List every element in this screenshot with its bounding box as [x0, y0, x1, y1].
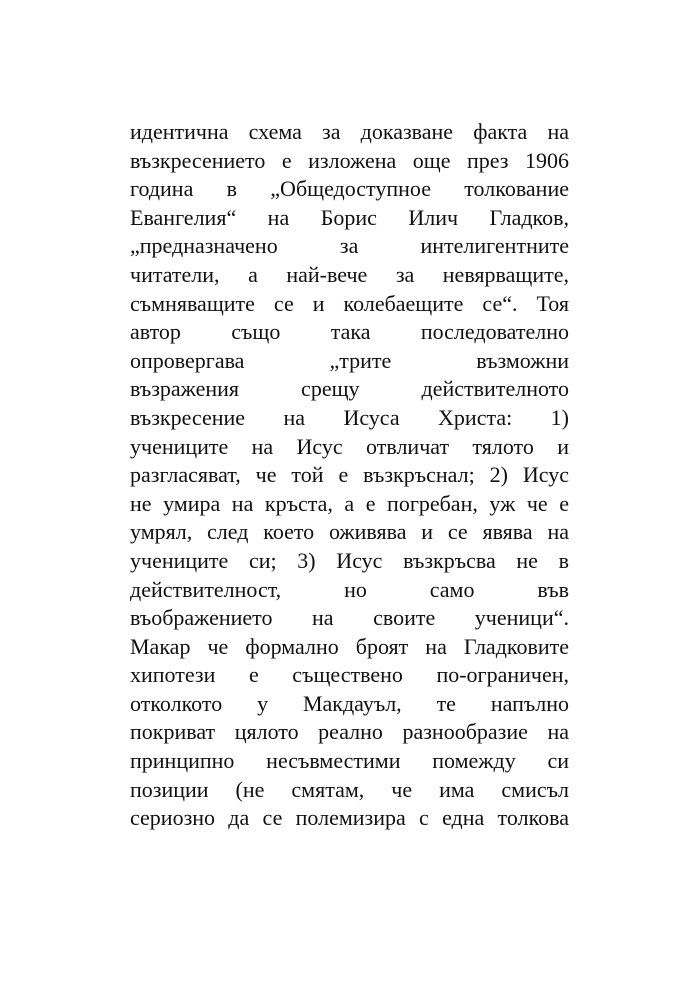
text-line: опровергава „трите възможни [130, 347, 569, 373]
text-line: Евангелия“ на Борис Илич Гладков, [130, 204, 569, 230]
text-line: читатели, а най-вече за невярващите, [130, 261, 569, 287]
text-line: позиции (не смятам, че има смисъл [130, 776, 569, 802]
text-line: умрял, след което оживява и се явява на [130, 519, 569, 545]
text-line: Макар че формално броят на Гладковите [130, 633, 569, 659]
text-line: възкресението е изложена още през 1906 [130, 147, 569, 173]
text-line: покриват цялото реално разнообразие на [130, 719, 569, 745]
text-line: възкресение на Исуса Христа: 1) [130, 404, 569, 430]
text-line: принципно несъвместими помежду си [130, 748, 569, 774]
text-line: „предназначено за интелигентните [130, 233, 569, 259]
text-line: учениците на Исус отвличат тялото и [130, 433, 569, 459]
text-line: не умира на кръста, а е погребан, уж че е [130, 490, 569, 516]
text-line: възражения срещу действителното [130, 376, 569, 402]
text-line: сериозно да се полемизира с една толкова [130, 805, 569, 831]
text-line: отколкото у Макдауъл, те напълно [130, 690, 569, 716]
text-line: учениците си; 3) Исус възкръсва не в [130, 547, 569, 573]
body-text [130, 118, 569, 833]
text-line: въображението на своите ученици“. [130, 605, 569, 631]
text-line: хипотези е съществено по-ограничен, [130, 662, 569, 688]
text-line: съмняващите се и колебаещите се“. Тоя [130, 290, 569, 316]
text-line: идентична схема за доказване факта на [130, 119, 569, 144]
text-line: разгласяват, че той е възкръснал; 2) Исус [130, 462, 569, 488]
text-line: действителност, но само във [130, 576, 569, 602]
text-line: автор също така последователно [130, 319, 569, 345]
text-line: година в „Общедоступное толкование [130, 176, 569, 202]
